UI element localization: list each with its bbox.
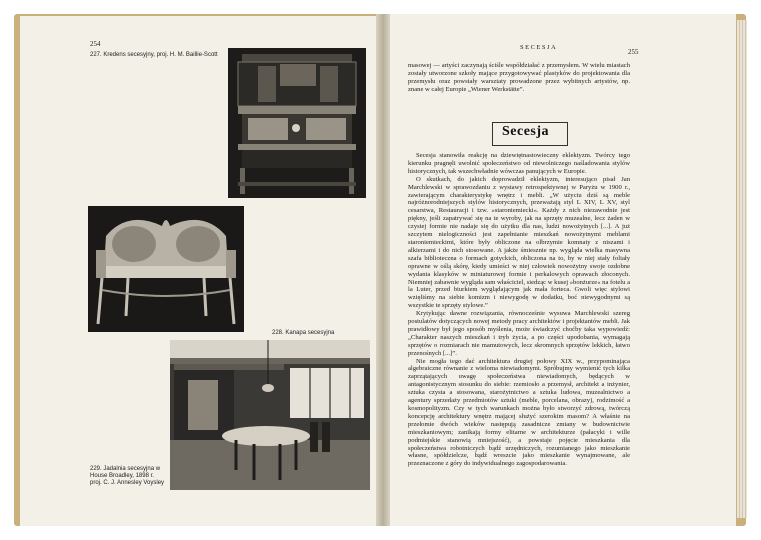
caption-227: 227. Kredens secesyjny, proj. H. M. Baillie-Scott — [90, 52, 218, 58]
caption-228: 228. Kanapa secesyjna — [272, 330, 335, 336]
body-text — [408, 152, 630, 468]
caption-229: 229. Jadalnia secesyjna w House Broadley, 1898 r. proj. C. J. Annesley Voysley — [90, 466, 165, 486]
book-gutter — [376, 14, 390, 526]
page-edges — [737, 20, 747, 518]
paragraph-3: Krytykując dawne rozwiązania, równocześnie wysuwa Marchlewski szereg postulatów dotyczących nowej metody pracy architektów i projektantów mebli. Jak prawidłowy był jego sposób myślenia, może świadczyć choćby taka wypowiedź: „Charakter naszych mieszkań i tryb życia, a po części upodobania, wymagają sprzętów o rozmiarach nie mamutowych, lecz skromnych sprzętów lekkich, łatwo przenośnych [...]”. — [408, 310, 630, 357]
paragraph-1: Secesja stanowiła reakcję na dziewiętnastowieczny eklektyzm. Twórcy tego kierunku pragnęli uwolnić społeczeństwo od niewolniczego naśladowania stylów historycznych, tak wszechwładnie wówczas panujących w Europie. — [408, 152, 630, 175]
right-page-number: 255 — [628, 48, 639, 56]
section-title: Secesja — [502, 124, 550, 139]
paragraph-4: Nie mogła tego dać architektura drugiej połowy XIX w., przypominająca algebraiczne równanie z wieloma niewiadomymi. Spróbujmy wymienić tych kilka zaprzątających uwagę społeczeństwa niewiadomych, będących w antagonistycznym stosunku do siebie: rzemiosło a przemysł, architekt a inżynier, sztuka czysta a stosowana, starożytnictwo a sztuka ludowa, muzealnictwo a agentury sprzedaży przedmiotów sztuki (meble, porcelana, obrazy), rodzimość a kosmopolityzm. Czy w tych warunkach można było stworzyć zdrową, twórczą koncepcję architektury wnętrz mającej służyć szerokim masom? A właśnie na przełomie dwóch wieków następują zasadnicze zmiany w budownictwie mieszkaniowym; zanikają formy elitarne w architekturze (pałacyki i wille podmiejskie stanowią mniejszość), a powstaje pojęcie mieszkania dla społeczeństwa robotniczych bądź urzędniczych, rozumianego jako mieszkanie własne, spółdzielcze, bądź wreszcie jako mieszkanie wynajmowane, ale przeznaczone z góry do indywidualnego zagospodarowania. — [408, 357, 630, 468]
intro-paragraph: masowej — artyści zaczynają ściśle współdziałać z przemysłem. W wielu miastach zostały utworzone szkoły mające przygotowywać plastyków do projektowania dla przemysłu oraz powstały warsztaty prowadzone przez wybitnych artystów, np. znane w całej Europie „Wiener Werkstätte”. — [408, 62, 630, 93]
running-head: SECESJA — [520, 44, 558, 51]
paragraph-2: O skutkach, do jakich doprowadził eklektyzm, interesująco pisał Jan Marchlewski w sprawozdaniu z wystawy retrospektywnej w Paryżu w 1900 r., zawierającym charakterystykę wnętrz i mebli. „W użyciu dziś są meble najróżnorodniejszych stylów historycznych, przeważają styl L XIV, L XV, styl cesarstwa, Restauracji i tzw. »staroniemiecki«. Każdy z nich niezawodnie jest piękny, jeśli zapatrywać się na te wyroby, jak na sprzęty muzealne, lecz żaden w czystej formie nie nadaje się do użytku dla nas, ludzi nowożytnych [...]. A już szczytem nielogiczności jest zapełnianie mieszkań nowożytnymi meblami staroniemieckimi, które były obliczone na olbrzymie komnaty z niszami i alkierzami i do nich stosowane. A jakże śmiesznie np. wygląda wielka masywna szafa biblioteczna o formach gotyckich, obliczona na to, by w niej stały foliały oprawne w oślą skórę, kiedy umieści w niej człowiek nowożytny swoje ozdobne wydania klasyków w miniaturowej formie i perkalowych oprawach złoconych. Niemniej zabawnie wygląda sam właściciel, siedząc w kusej »bonżurze« na fotelu a la Luter, przed biurkiem wyglądającym jak mała forteca. Gwoli więc stylowi wzięliśmy na siebie komizm i niewygodę w dodatku, boć niewygodnymi są wszystkie te sprzęty stylowe.” — [408, 175, 630, 310]
photo-settee — [88, 206, 244, 332]
left-page-number: 254 — [90, 40, 101, 48]
photo-dining-room — [170, 340, 370, 490]
photo-sideboard — [228, 48, 366, 198]
